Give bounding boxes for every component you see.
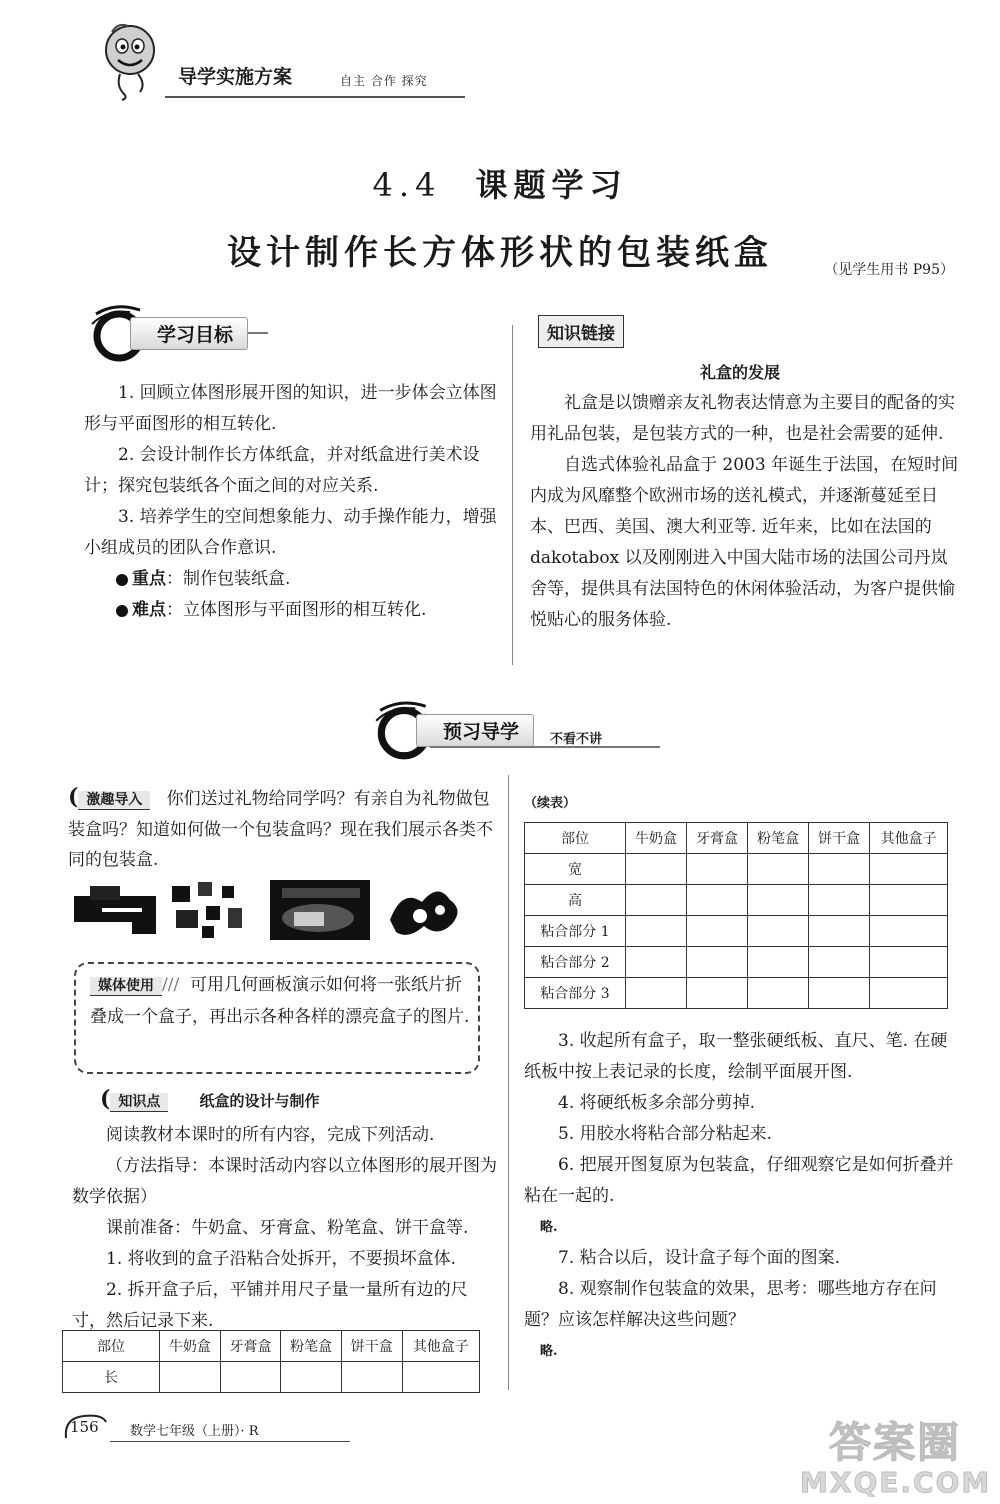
lesson-subtitle: 设计制作长方体形状的包装纸盒 — [227, 233, 773, 273]
step-item: 7. 粘合以后，设计盒子每个面的图案. — [558, 1248, 841, 1268]
table-cell — [748, 854, 809, 885]
table-cell — [809, 947, 870, 978]
page-number: 156 — [70, 1418, 99, 1436]
table-cell — [809, 978, 870, 1009]
key-text: ：制作包装纸盒. — [166, 569, 291, 589]
table-header-cell: 牙膏盒 — [687, 823, 748, 854]
knowledge-paragraph: 礼盒是以馈赠亲友礼物表达情意为主要目的配备的实用礼品包装，是包装方式的一种，也是社会需要的延伸. — [530, 393, 955, 444]
table-cell: 宽 — [525, 854, 626, 885]
table-cell — [809, 916, 870, 947]
brand-title: 导学实施方案 — [178, 66, 293, 88]
table-cell: 长 — [63, 1362, 160, 1393]
knowledge-point-line: 课前准备：牛奶盒、牙膏盒、粉笔盒、饼干盒等. — [106, 1218, 469, 1238]
media-slash-icon: /// — [162, 975, 180, 995]
knowledge-point-title: 纸盒的设计与制作 — [199, 1092, 320, 1110]
table-cell: 粘合部分 1 — [525, 916, 626, 947]
column-divider — [508, 775, 509, 1390]
table-cell — [626, 947, 687, 978]
table-cell — [626, 978, 687, 1009]
bullet-icon — [116, 574, 128, 586]
mascot-logo — [98, 20, 162, 102]
preview-underline — [430, 746, 660, 748]
intro-text: 你们送过礼物给同学吗？有亲自为礼物做包装盒吗？知道如何做一个包装盒吗？现在我们展示各类不同的包装盒. — [68, 789, 493, 870]
table-cell — [687, 854, 748, 885]
table-header-cell: 饼干盒 — [809, 823, 870, 854]
lesson-title — [0, 160, 1000, 206]
measure-table-length — [62, 1330, 480, 1393]
table-row — [525, 854, 948, 885]
goal-item: 2. 会设计制作长方体纸盒，并对纸盒进行美术设计；探究包装纸各个面之间的对应关系. — [84, 445, 480, 496]
knowledge-link-body — [530, 388, 962, 636]
key-point — [84, 564, 502, 595]
table-cell — [687, 978, 748, 1009]
media-tag: 媒体使用 — [90, 977, 162, 996]
goals-banner-line — [248, 332, 268, 334]
page-number-badge — [62, 1412, 108, 1442]
table-cell — [281, 1362, 342, 1393]
difficult-text: ：立体图形与平面图形的相互转化. — [166, 600, 427, 620]
key-label: 重点 — [132, 569, 166, 589]
table-cell — [748, 885, 809, 916]
table-cell: 高 — [525, 885, 626, 916]
table-cell — [160, 1362, 221, 1393]
table-header-cell: 部位 — [63, 1331, 160, 1362]
intro-paragraph — [68, 782, 500, 875]
step-item: 8. 观察制作包装盒的效果，思考：哪些地方存在问题？应该怎样解决这些问题？ — [524, 1279, 937, 1330]
table-cell — [748, 916, 809, 947]
difficult-label: 难点 — [132, 600, 166, 620]
table-cell — [341, 1362, 402, 1393]
knowledge-point-header — [100, 1086, 320, 1112]
knowledge-point-body — [72, 1120, 500, 1337]
knowledge-point-line: 2. 拆开盒子后，平铺并用尺子量一量所有边的尺寸，然后记录下来. — [72, 1280, 468, 1331]
table-cell — [687, 885, 748, 916]
step-item: 5. 用胶水将粘合部分粘起来. — [558, 1124, 773, 1144]
table2-caption: （续表） — [524, 796, 577, 811]
brand-tagline: 自主 合作 探究 — [340, 74, 428, 88]
table-cell — [870, 978, 948, 1009]
table-header-row — [63, 1331, 480, 1362]
knowledge-link-heading: 礼盒的发展 — [699, 363, 780, 382]
knowledge-point-line: 1. 将收到的盒子沿粘合处拆开，不要损坏盒体. — [106, 1249, 457, 1269]
table-cell — [220, 1362, 281, 1393]
goals-banner — [86, 300, 268, 366]
header-rule — [165, 96, 465, 98]
knowledge-link-tag: 知识链接 — [538, 315, 624, 348]
table-cell — [748, 947, 809, 978]
media-text: 可用几何画板演示如何将一张纸片折叠成一个盒子，再出示各种各样的漂亮盒子的图片. — [90, 975, 470, 1027]
knowledge-point-line: （方法指导：本课时活动内容以立体图形的展开图为数学依据） — [72, 1156, 497, 1207]
table-header-cell: 部位 — [525, 823, 626, 854]
table-cell — [626, 854, 687, 885]
footer-rule — [110, 1441, 350, 1442]
table-header-row — [525, 823, 948, 854]
omit-note: 略. — [540, 1220, 558, 1235]
steps-body — [524, 1026, 954, 1367]
table-header-cell: 其他盒子 — [402, 1331, 479, 1362]
table-cell — [687, 947, 748, 978]
watermark-text: 答案圈 — [828, 1418, 961, 1467]
knowledge-point-tag: 知识点 — [110, 1093, 168, 1112]
table-row — [525, 916, 948, 947]
bracket-icon: ( — [68, 784, 79, 810]
lesson-name: 课题学习 — [475, 166, 628, 204]
table-cell: 粘合部分 3 — [525, 978, 626, 1009]
difficult-point — [84, 595, 502, 626]
measure-table-continued — [524, 822, 948, 1009]
goal-item: 3. 培养学生的空间想象能力、动手操作能力，增强小组成员的团队合作意识. — [84, 507, 497, 558]
table-cell: 粘合部分 2 — [525, 947, 626, 978]
goals-body — [84, 378, 502, 626]
table-header-cell: 粉笔盒 — [748, 823, 809, 854]
media-box — [74, 962, 480, 1074]
bracket-icon: ( — [100, 1086, 111, 1112]
package-photo-2 — [172, 882, 242, 938]
package-photo-1 — [74, 886, 156, 934]
table-row — [63, 1362, 480, 1393]
table-cell — [870, 916, 948, 947]
goals-heading: 学习目标 — [130, 317, 248, 350]
media-paragraph — [90, 970, 470, 1033]
intro-block — [68, 782, 500, 875]
table-cell — [809, 854, 870, 885]
watermark-logo — [800, 1410, 990, 1499]
table-header-cell: 饼干盒 — [341, 1331, 402, 1362]
lesson-number: 4.4 — [372, 166, 442, 204]
table-row — [525, 947, 948, 978]
step-item: 4. 将硬纸板多余部分剪掉. — [558, 1093, 756, 1113]
knowledge-point-line: 阅读教材本课时的所有内容，完成下列活动. — [106, 1125, 435, 1145]
table-header-cell: 其他盒子 — [870, 823, 948, 854]
table-row — [525, 978, 948, 1009]
table-cell — [870, 885, 948, 916]
package-photo-3 — [270, 880, 370, 940]
table-cell — [870, 947, 948, 978]
preview-tag: 不看不讲 — [550, 731, 603, 747]
table-cell — [809, 885, 870, 916]
step-item: 6. 把展开图复原为包装盒，仔细观察它是如何折叠并粘在一起的. — [524, 1155, 954, 1206]
table-header-cell: 粉笔盒 — [281, 1331, 342, 1362]
omit-note: 略. — [540, 1344, 558, 1359]
table-cell — [687, 916, 748, 947]
table-cell — [748, 978, 809, 1009]
step-item: 3. 收起所有盒子，取一整张硬纸板、直尺、笔. 在硬纸板中按上表记录的长度，绘制平面展开图. — [524, 1031, 948, 1082]
package-photo-4 — [390, 891, 458, 934]
table-cell — [402, 1362, 479, 1393]
preview-banner — [370, 696, 602, 764]
footer-book: 数学七年级（上册）· R — [130, 1424, 259, 1439]
package-photo-strip — [72, 880, 472, 942]
goal-item: 1. 回顾立体图形展开图的知识，进一步体会立体图形与平面图形的相互转化. — [84, 383, 497, 434]
watermark-url: MXQE.COM — [800, 1466, 992, 1499]
knowledge-paragraph: 自选式体验礼品盒于 2003 年诞生于法国，在短时间内成为风靡整个欧洲市场的送礼模式，并逐渐蔓延至日本、巴西、美国、澳大利亚等. 近年来，比如在法国的 dakotabox 以及刚刚进入中国大陆市场的法国公司丹岚舍等，提供具有法国特色的休闲体验活动，为客户提供愉悦贴心的服务体验. — [530, 455, 959, 630]
table-header-cell: 牙膏盒 — [220, 1331, 281, 1362]
table-cell — [626, 916, 687, 947]
column-divider — [512, 325, 513, 665]
table-cell — [870, 854, 948, 885]
book-reference: （见学生用书 P95） — [824, 262, 954, 278]
bullet-icon — [116, 605, 128, 617]
table-header-cell: 牛奶盒 — [626, 823, 687, 854]
preview-heading: 预习导学 — [416, 714, 534, 747]
intro-tag: 激趣导入 — [78, 791, 150, 810]
table-row — [525, 885, 948, 916]
table-header-cell: 牛奶盒 — [160, 1331, 221, 1362]
table-cell — [626, 885, 687, 916]
